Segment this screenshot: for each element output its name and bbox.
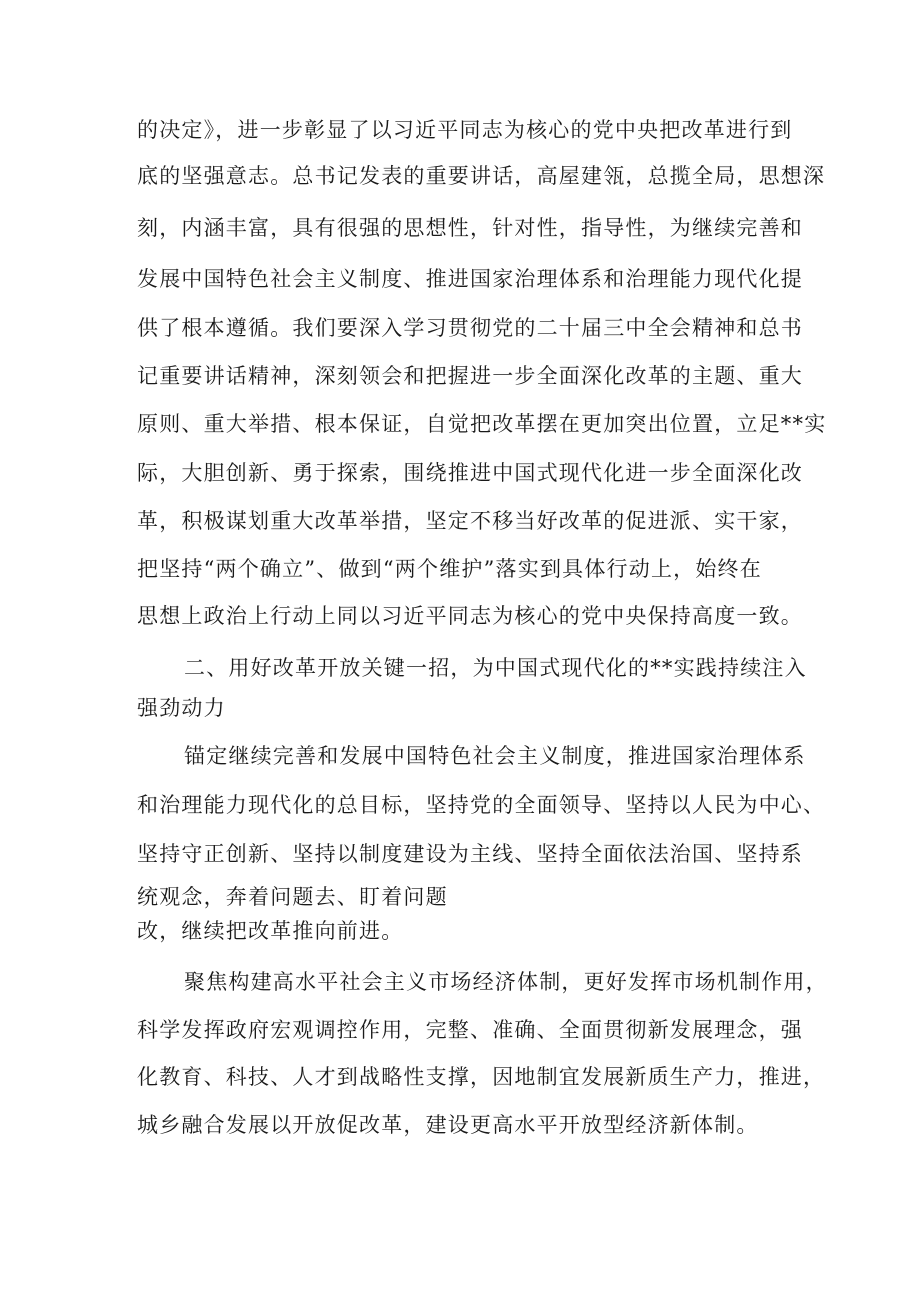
paragraph-line: 思想上政治上行动上同以习近平同志为核心的党中央保持高度一致。 bbox=[137, 604, 803, 628]
paragraph-line: 底的坚强意志。总书记发表的重要讲话，高屋建瓴，总揽全局，思想深 bbox=[137, 164, 826, 188]
paragraph-line: 革，积极谋划重大改革举措，坚定不移当好改革的促进派、实干家， bbox=[137, 509, 803, 533]
paragraph-line: 坚持守正创新、坚持以制度建设为主线、坚持全面依法治国、坚持系 bbox=[137, 842, 803, 866]
paragraph-line: 锚定继续完善和发展中国特色社会主义制度，推进国家治理体系 bbox=[184, 744, 806, 768]
paragraph-line: 发展中国特色社会主义制度、推进国家治理体系和治理能力现代化提 bbox=[137, 267, 803, 291]
paragraph-line: 际，大胆创新、勇于探索，围绕推进中国式现代化进一步全面深化改 bbox=[137, 461, 803, 485]
paragraph-line: 化教育、科技、人才到战略性支撑，因地制宜发展新质生产力，推进， bbox=[137, 1065, 826, 1089]
section-heading-line: 二、用好改革开放关键一招，为中国式现代化的**实践持续注入 bbox=[184, 656, 807, 680]
paragraph-line: 的决定》，进一步彰显了以习近平同志为核心的党中央把改革进行到 bbox=[137, 118, 793, 142]
paragraph-line: 记重要讲话精神，深刻领会和把握进一步全面深化改革的主题、重大 bbox=[137, 364, 803, 388]
paragraph-line: 刻，内涵丰富，具有很强的思想性，针对性，指导性，为继续完善和 bbox=[137, 216, 803, 240]
paragraph-line: 把坚持“两个确立”、做到“两个维护”落实到具体行动上，始终在 bbox=[137, 557, 762, 581]
paragraph-line: 统观念，奔着问题去、盯着问题 bbox=[137, 885, 448, 909]
paragraph-line: 科学发挥政府宏观调控作用，完整、准确、全面贯彻新发展理念，强 bbox=[137, 1018, 803, 1042]
paragraph-line: 改，继续把改革推向前进。 bbox=[137, 919, 404, 943]
paragraph-line: 聚焦构建高水平社会主义市场经济体制，更好发挥市场机制作用， bbox=[184, 970, 828, 994]
paragraph-line: 供了根本遵循。我们要深入学习贯彻党的二十届三中全会精神和总书 bbox=[137, 316, 803, 340]
section-heading-line: 强劲动力 bbox=[137, 696, 226, 720]
paragraph-line: 原则、重大举措、根本保证，自觉把改革摆在更加突出位置，立足**实 bbox=[137, 412, 827, 436]
paragraph-line: 城乡融合发展以开放促改革，建设更高水平开放型经济新体制。 bbox=[137, 1113, 759, 1137]
paragraph-line: 和治理能力现代化的总目标，坚持党的全面领导、坚持以人民为中心、 bbox=[137, 793, 826, 817]
